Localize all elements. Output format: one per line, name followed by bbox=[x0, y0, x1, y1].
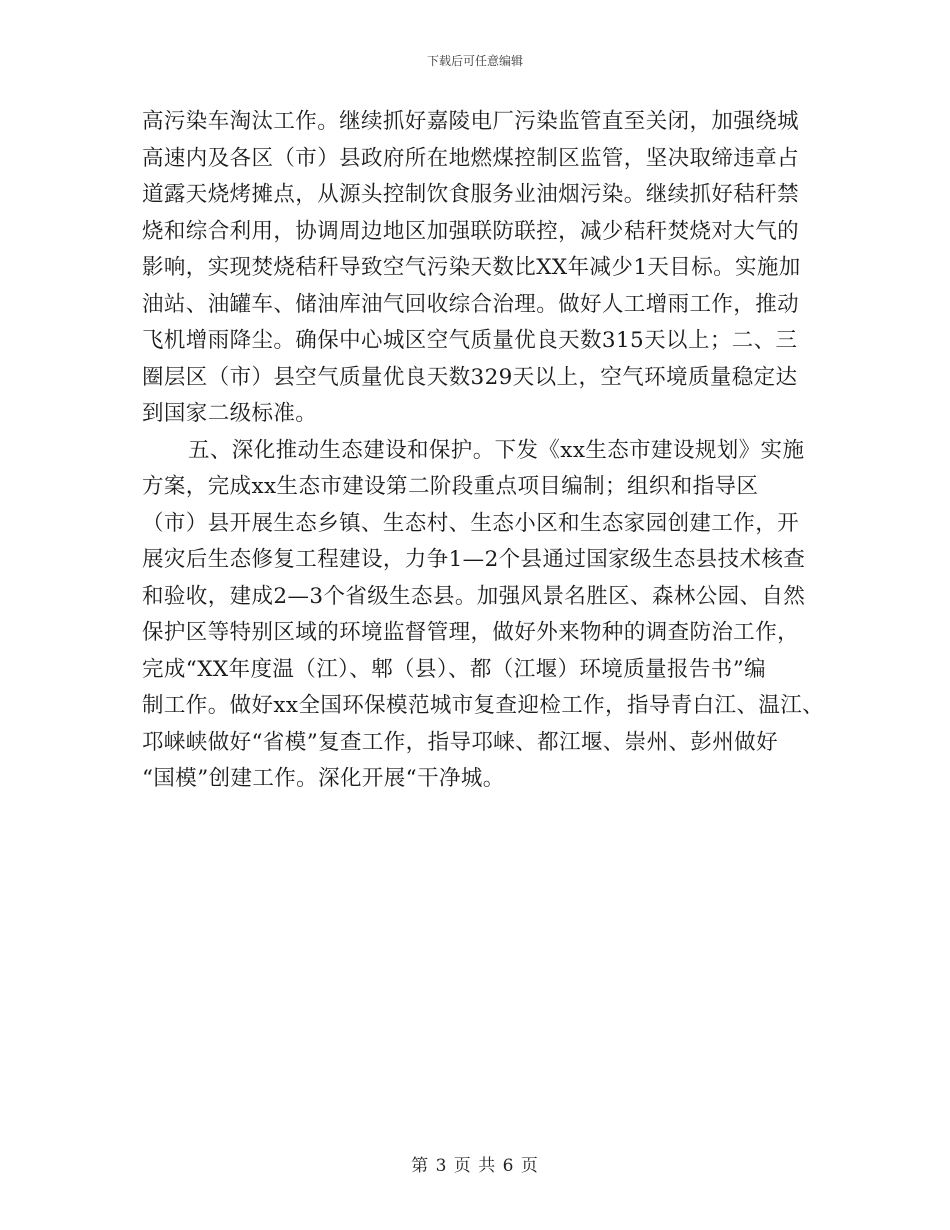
body-text bbox=[142, 104, 825, 798]
page-header: 下载后可任意编辑 bbox=[426, 54, 523, 68]
text-line: 烧和综合利用，协调周边地区加强联防联控，减少秸秆焚烧对大气的 bbox=[142, 218, 800, 244]
text-line: “国模”创建工作。深化开展“干净城。 bbox=[142, 766, 505, 791]
paragraph-2 bbox=[142, 433, 825, 798]
text-line: 高污染车淘汰工作。继续抓好嘉陵电厂污染监管直至关闭，加强绕城 bbox=[142, 109, 800, 134]
text-line: 圈层区（市）县空气质量优良天数329天以上，空气环境质量稳定达 bbox=[142, 364, 798, 390]
text-line: 到国家二级标准。 bbox=[142, 401, 318, 426]
text-line: 邛崃峡做好“省模”复查工作，指导邛崃、都江堰、崇州、彭州做好 bbox=[142, 729, 778, 755]
text-line: 完成“XX年度温（江）、郫（县）、都（江堰）环境质量报告书”编 bbox=[142, 656, 766, 682]
text-line: 道露天烧烤摊点，从源头控制饮食服务业油烟污染。继续抓好秸秆禁 bbox=[142, 182, 800, 207]
text-line: （市）县开展生态乡镇、生态村、生态小区和生态家园创建工作，开 bbox=[142, 510, 800, 536]
text-line: 和验收，建成2—3个省级生态县。加强风景名胜区、森林公园、自然 bbox=[142, 583, 806, 609]
text-line: 制工作。做好xx全国环保模范城市复查迎检工作，指导青白江、温江、 bbox=[142, 693, 825, 718]
paragraph-1 bbox=[142, 104, 812, 433]
text-line: 影响，实现焚烧秸秆导致空气污染天数比XX年减少1天目标。实施加 bbox=[142, 255, 801, 280]
text-line: 高速内及各区（市）县政府所在地燃煤控制区监管，坚决取缔违章占 bbox=[142, 145, 800, 171]
page-footer: 第 3 页 共 6 页 bbox=[411, 1156, 539, 1176]
text-line: 油站、油罐车、储油库油气回收综合治理。做好人工增雨工作，推动 bbox=[142, 291, 800, 317]
text-line: 展灾后生态修复工程建设，力争1—2个县通过国家级生态县技术核查 bbox=[142, 547, 806, 572]
text-line: 飞机增雨降尘。确保中心城区空气质量优良天数315天以上；二、三 bbox=[142, 328, 798, 353]
text-line: 保护区等特别区域的环境监督管理，做好外来物种的调查防治工作， bbox=[142, 620, 800, 645]
text-line: 五、深化推动生态建设和保护。下发《xx生态市建设规划》实施 bbox=[188, 437, 805, 463]
text-line: 方案，完成xx生态市建设第二阶段重点项目编制；组织和指导区 bbox=[142, 474, 759, 499]
